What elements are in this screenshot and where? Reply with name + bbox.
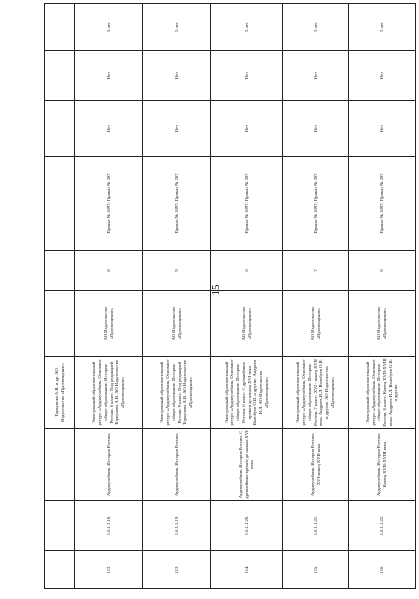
row-code <box>45 501 75 551</box>
row-code: 1.6.1.1.20. <box>211 501 283 551</box>
row-class: 8 <box>75 251 143 291</box>
row-col-a: Нет <box>143 101 211 157</box>
row-code: 1.6.1.1.18. <box>75 501 143 551</box>
row-title: Аудиоучебник. История России. XVI-конец XVII века <box>283 429 349 501</box>
row-col-b: Нет <box>143 51 211 101</box>
row-order <box>45 157 75 251</box>
row-title: Аудиоучебник. История России. <box>143 429 211 501</box>
table-row <box>211 4 283 589</box>
row-col-a: Нет <box>283 101 349 157</box>
row-class: 8 <box>349 251 416 291</box>
row-publisher: АО Издательство «Просвещение» <box>75 291 143 357</box>
row-title: Аудиоучебник. История России. <box>75 429 143 501</box>
rotated-table-container <box>44 4 415 589</box>
row-resource: Электронный образовательный ресурс «Аудиоучебник. Основное общее образование. История России. 7 класс. XVI - конец XVII века. Андреев И.Л. Волобуев О.В. и другие, АО Издательство «Просвещение» <box>283 357 349 429</box>
row-number <box>45 551 75 589</box>
row-resource: Электронный образовательный ресурс «Аудиоучебник. Основное общее образование. История России. 8 класс. Конец XVII-XVIII века. Андреев И.Л. Волобуев О.В. и другие, <box>349 357 416 429</box>
row-resource: Электронный образовательный ресурс «Аудиоучебник. Основное общее образование. История России. 6 класс. Под редакцией Торкунова А.В. АО Издательство «Просвещение» <box>75 357 143 429</box>
row-publisher <box>45 291 75 357</box>
row-order: Приказ № 1897; Приказ № 287 <box>283 157 349 251</box>
row-order: Приказ № 1897; Приказ № 287 <box>75 157 143 251</box>
row-col-b: Нет <box>75 51 143 101</box>
row-title: Аудиоучебник. История России. С древнейших времен до начала XVI века <box>211 429 283 501</box>
row-col-a <box>45 101 75 157</box>
row-col-a: Нет <box>349 101 416 157</box>
register-table <box>44 3 416 589</box>
row-col-c: 5 лет <box>75 4 143 51</box>
row-col-c: 5 лет <box>283 4 349 51</box>
row-number: 113. <box>143 551 211 589</box>
table-row <box>283 4 349 589</box>
row-col-b <box>45 51 75 101</box>
row-publisher: АО Издательство «Просвещение» <box>349 291 416 357</box>
table-row <box>143 4 211 589</box>
row-number: 112. <box>75 551 143 589</box>
row-order: Приказ № 1897; Приказ № 287 <box>349 157 416 251</box>
table-row <box>45 4 75 589</box>
row-col-c: 5 лет <box>211 4 283 51</box>
row-code: 1.6.1.1.21. <box>283 501 349 551</box>
row-col-c: 5 лет <box>143 4 211 51</box>
row-order: Приказ № 1897; Приказ № 287 <box>143 157 211 251</box>
row-class <box>45 251 75 291</box>
table-row <box>349 4 416 589</box>
row-col-b: Нет <box>211 51 283 101</box>
row-col-a: Нет <box>75 101 143 157</box>
table-row <box>75 4 143 589</box>
row-resource: Электронный образовательный ресурс «Аудиоучебник. Основное общее образование. История России. 9 класс. Под редакцией Торкунова А.В. АО Издательство «Просвещение» <box>143 357 211 429</box>
row-order: Приказ № 1897; Приказ № 287 <box>211 157 283 251</box>
row-class: 7 <box>283 251 349 291</box>
page-number: 15 <box>210 284 222 296</box>
row-number: 115. <box>283 551 349 589</box>
row-code: 1.6.1.1.22. <box>349 501 416 551</box>
row-number: 116. <box>349 551 416 589</box>
row-col-b: Нет <box>283 51 349 101</box>
row-number: 114. <box>211 551 283 589</box>
row-code: 1.6.1.1.19. <box>143 501 211 551</box>
row-title: Аудиоучебник. История России. Конец XVII-XVIII века <box>349 429 416 501</box>
row-publisher: АО Издательство «Просвещение» <box>283 291 349 357</box>
row-col-c <box>45 4 75 51</box>
row-col-b: Нет <box>349 51 416 101</box>
row-col-a: Нет <box>211 101 283 157</box>
row-publisher: АО Издательство «Просвещение» <box>211 291 283 357</box>
row-resource: Торкунова А.В. и др. АО Издательство «Просвещение» <box>45 357 75 429</box>
row-publisher: АО Издательство «Просвещение» <box>143 291 211 357</box>
row-title <box>45 429 75 501</box>
row-class: 6 <box>211 251 283 291</box>
row-resource: Электронный образовательный ресурс «Аудиоучебник. Основное общее образование. История России. 6 класс. С древнейших времен до начала XVI века Волобуев О.В. и другие, Андреев И.Л. АО Издательство «Просвещение» <box>211 357 283 429</box>
row-col-c: 5 лет <box>349 4 416 51</box>
row-class: 9 <box>143 251 211 291</box>
